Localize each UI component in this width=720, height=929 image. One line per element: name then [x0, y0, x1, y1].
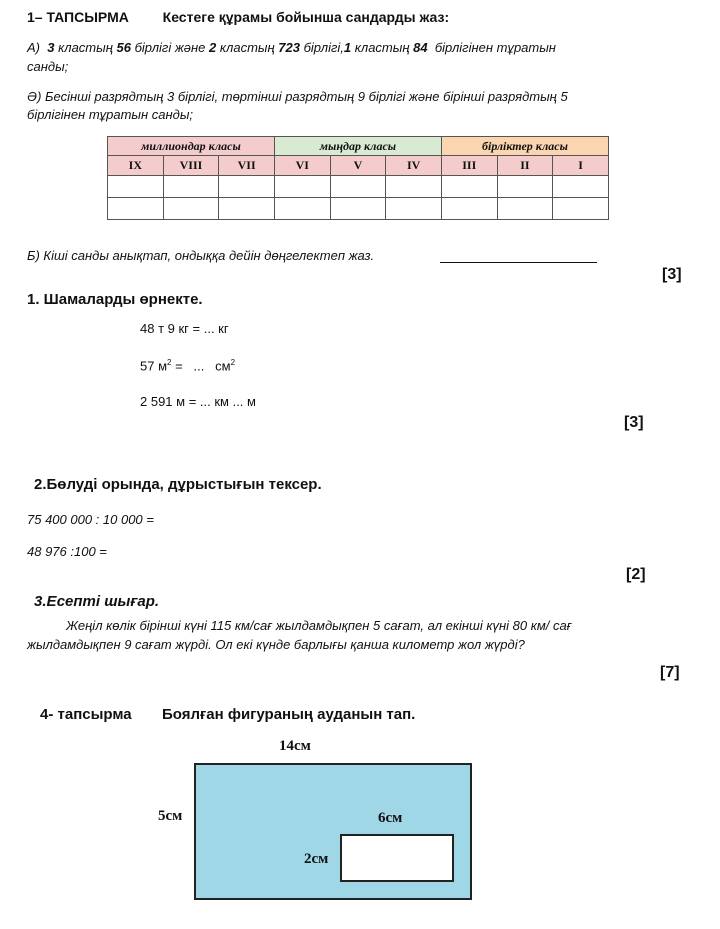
dim-inner-height: 2см [304, 851, 329, 867]
answer-cell[interactable] [108, 176, 164, 198]
q2-expr2: 48 976 :100 = [27, 544, 107, 559]
answer-cell[interactable] [274, 198, 330, 220]
digit-header: I [553, 156, 609, 176]
answer-cell[interactable] [163, 176, 219, 198]
answer-row[interactable] [108, 176, 609, 198]
part-a-t1: кластың [58, 40, 113, 55]
part-b-answer-line[interactable] [440, 262, 597, 263]
task1-score: [3] [662, 266, 682, 283]
part-a-t6: бірлігінен тұратын [434, 40, 556, 55]
digit-header: VIII [163, 156, 219, 176]
task4-title: 4- тапсырма [40, 706, 132, 723]
dim-height: 5см [158, 808, 183, 824]
answer-cell[interactable] [330, 176, 386, 198]
answer-cell[interactable] [553, 176, 609, 198]
part-a-n2: 56 [116, 40, 131, 55]
part-a-n3: 2 [209, 40, 217, 55]
answer-cell[interactable] [497, 176, 553, 198]
answer-cell[interactable] [274, 176, 330, 198]
q1-exp-m: 2 [167, 358, 172, 367]
answer-cell[interactable] [497, 198, 553, 220]
part-a-n4: 723 [278, 40, 300, 55]
digit-header: VII [219, 156, 275, 176]
class-units: бірліктер класы [441, 137, 608, 156]
digit-header: IV [386, 156, 442, 176]
part-a-t5: кластың [354, 40, 410, 55]
q1-title: 1. Шамаларды өрнекте. [27, 291, 203, 308]
task1-title: 1– ТАПСЫРМА [27, 9, 129, 25]
task4-header [40, 706, 415, 723]
answer-cell[interactable] [441, 176, 497, 198]
task4-instruction: Боялған фигураның ауданын тап. [161, 706, 416, 723]
answer-row[interactable] [108, 198, 609, 220]
answer-cell[interactable] [330, 198, 386, 220]
task1-instruction: Кестеге құрамы бойынша сандарды жаз: [162, 9, 450, 25]
answer-cell[interactable] [553, 198, 609, 220]
part-a-t2: бірлігі және [134, 40, 206, 55]
unshaded-rectangle [340, 834, 454, 882]
answer-cell[interactable] [163, 198, 219, 220]
class-thousands: мыңдар класы [274, 137, 441, 156]
part-b-text: Б) Кіші санды анықтап, ондыққа дейін дөңгелектеп жаз. [27, 248, 375, 263]
part-ae-line2: бірлігінен тұратын санды; [27, 107, 194, 122]
answer-cell[interactable] [386, 198, 442, 220]
q3-line2: жылдамдықпен 9 сағат жүрді. Ол екі күнде барлығы қанша километр жол жүрді? [27, 637, 525, 652]
answer-cell[interactable] [219, 176, 275, 198]
digit-header: II [497, 156, 553, 176]
part-ae-line1: Ә) Бесінші разрядтың 3 бірлігі, төртінші разрядтың 9 бірлігі және бірінші разрядтың 5 [27, 89, 568, 104]
part-a-n1: 3 [47, 40, 55, 55]
place-value-table [107, 136, 609, 220]
part-a-n6: 84 [413, 40, 428, 55]
digit-header: V [330, 156, 386, 176]
digit-header: III [441, 156, 497, 176]
q1-expr3: 2 591 м = ... км ... м [140, 394, 256, 409]
q2-title: 2.Бөлуді орында, дұрыстығын тексер. [34, 476, 322, 493]
q3-title: 3.Есепті шығар. [34, 593, 160, 610]
answer-cell[interactable] [386, 176, 442, 198]
task1-part-a [27, 40, 556, 55]
answer-cell[interactable] [108, 198, 164, 220]
class-header-row [108, 137, 609, 156]
dim-width: 14см [279, 738, 311, 754]
q1-expr2 [140, 358, 235, 373]
part-a-prefix: А) [27, 40, 40, 55]
q3-score: [7] [660, 664, 680, 681]
q2-expr1: 75 400 000 : 10 000 = [27, 512, 154, 527]
part-a-t3: кластың [219, 40, 275, 55]
digit-header: IX [108, 156, 164, 176]
part-a-line2: санды; [27, 59, 69, 74]
q1-expr2-right: = ... см [171, 358, 231, 374]
digit-header-row [108, 156, 609, 176]
class-millions: миллиондар класы [108, 137, 275, 156]
answer-cell[interactable] [219, 198, 275, 220]
q1-score: [3] [624, 414, 644, 431]
q1-exp-cm: 2 [230, 358, 236, 367]
dim-inner-width: 6см [378, 810, 403, 826]
part-a-t4: бірлігі, [303, 40, 344, 55]
digit-header: VI [274, 156, 330, 176]
answer-cell[interactable] [441, 198, 497, 220]
q1-expr1: 48 т 9 кг = ... кг [140, 321, 229, 336]
part-a-n5: 1 [343, 40, 352, 55]
q1-expr2-left: 57 м [140, 358, 168, 374]
task1-header [27, 9, 449, 25]
q2-score: [2] [626, 566, 646, 583]
q3-line1: Жеңіл көлік бірінші күні 115 км/сағ жылдамдықпен 5 сағат, ал екінші күні 80 км/ сағ [66, 618, 572, 633]
